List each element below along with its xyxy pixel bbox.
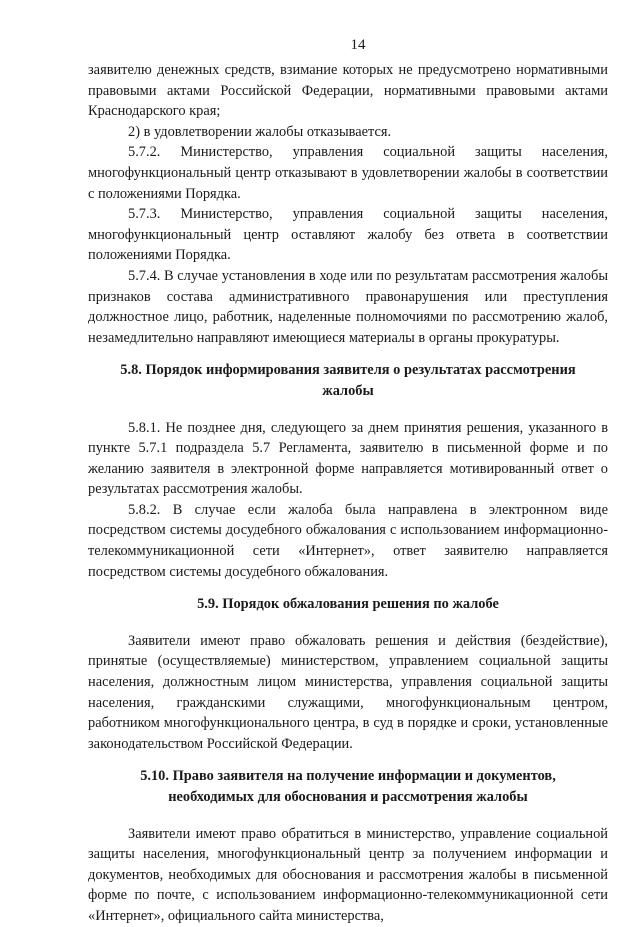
section-heading-5-10: 5.10. Право заявителя на получение информации и документов, необходимых для обоснования и рассмотрения жалобы	[140, 768, 556, 805]
paragraph-5-8-2: 5.8.2. В случае если жалоба была направлена в электронном виде посредством системы досудебного обжалования с использованием информационно-телекоммуникационной сети «Интернет», ответ заявителю направляется посредством системы досудебного обжалования.	[88, 501, 608, 580]
paragraph-5-7-3: 5.7.3. Министерство, управления социальной защиты населения, многофункциональный центр оставляют жалобу без ответа в соответствии положениями Порядка.	[88, 206, 608, 264]
paragraph-item-2: 2) в удовлетворении жалобы отказывается.	[128, 123, 392, 140]
page-number: 14	[350, 37, 366, 53]
paragraph-5-10: Заявители имеют право обратиться в министерство, управление социальной защиты населения, многофункциональный центр за получением информации и документов, необходимых для обоснования и рассмотрения жалобы в письменной форме по почте, с использованием информационно-телекоммуникационной сети «Интернет», официального сайта министерства,	[88, 825, 608, 924]
section-heading-5-9: 5.9. Порядок обжалования решения по жалобе	[197, 596, 499, 613]
paragraph-5-9: Заявители имеют право обжаловать решения и действия (бездействие), принятые (осуществляемые) министерством, управлением социальной защиты населения, должностным лицом министерства, управления социальной защиты населения, гражданскими служащими, многофункциональным центром, работником многофункционального центра, в суд в порядке и сроки, установленные законодательством Российской Федерации.	[88, 632, 608, 752]
paragraph-5-7-2: 5.7.2. Министерство, управления социальной защиты населения, многофункциональный центр отказывают в удовлетворении жалобы в соответствии с положениями Порядка.	[88, 144, 608, 202]
paragraph-5-7-4: 5.7.4. В случае установления в ходе или по результатам рассмотрения жалобы признаков состава административного правонарушения или преступления должностное лицо, работник, наделенные полномочиями по рассмотрению жалоб, незамедлительно направляют имеющиеся материалы в органы прокуратуры.	[88, 267, 608, 346]
paragraph-5-8-1: 5.8.1. Не позднее дня, следующего за днем принятия решения, указанного в пункте 5.7.1 подраздела 5.7 Регламента, заявителю в письменной форме и по желанию заявителя в электронной форме направляется мотивированный ответ о результатах рассмотрения жалобы.	[88, 419, 608, 498]
paragraph-continuation: заявителю денежных средств, взимание которых не предусмотрено нормативными правовыми актами Российской Федерации, нормативными правовыми актами Краснодарского края;	[88, 62, 608, 120]
section-heading-5-8: 5.8. Порядок информирования заявителя о результатах рассмотрения жалобы	[120, 362, 576, 399]
